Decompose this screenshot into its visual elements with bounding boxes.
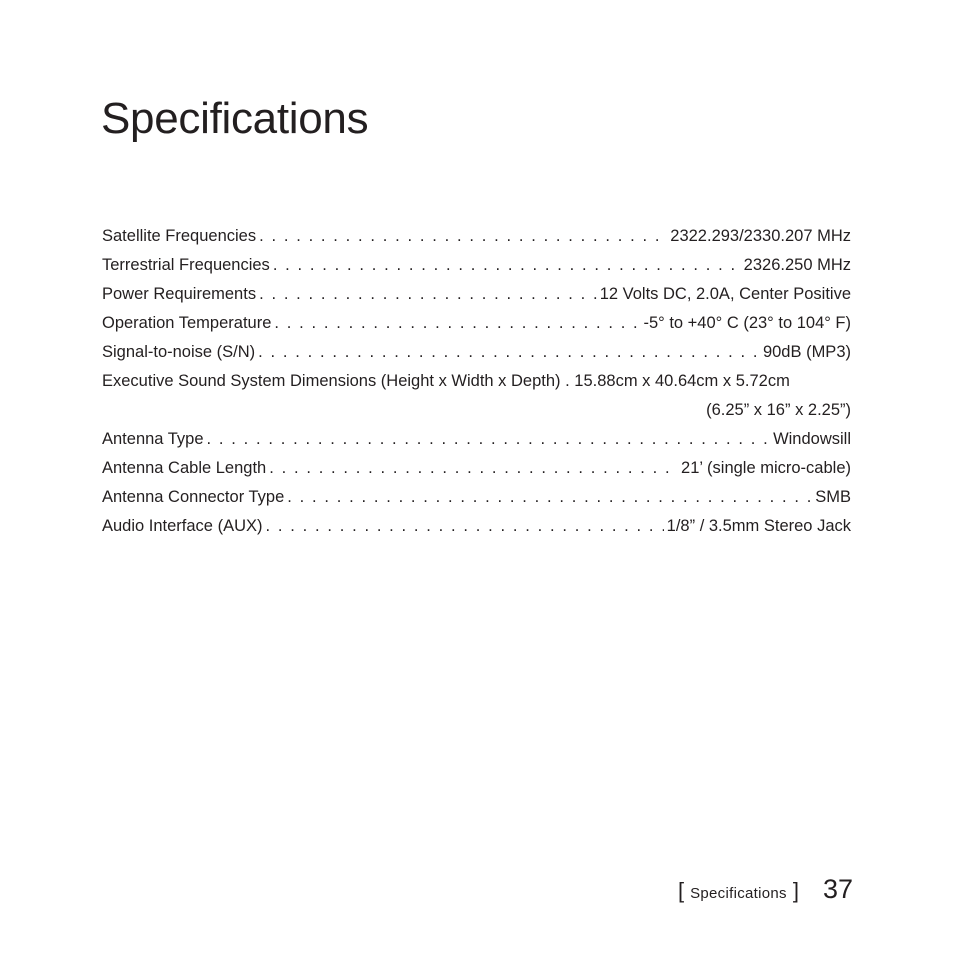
- spec-label: Audio Interface (AUX): [102, 517, 263, 535]
- spec-value: 21’ (single micro-cable): [681, 459, 851, 477]
- spec-label: Antenna Type: [102, 430, 204, 448]
- dot-leader: [207, 425, 771, 454]
- spec-row-antenna-cable-length: [102, 454, 851, 483]
- spec-label: Antenna Cable Length: [102, 459, 267, 477]
- spec-list: [102, 222, 851, 541]
- spec-row-dimensions: [102, 367, 851, 396]
- spec-value: 15.88cm x 40.64cm x 5.72cm: [574, 372, 790, 390]
- spec-row-signal-to-noise: [102, 338, 851, 367]
- page-footer: [678, 874, 853, 905]
- dot-leader: [274, 309, 640, 338]
- spec-row-power-requirements: [102, 280, 851, 309]
- spec-value: 2326.250 MHz: [743, 256, 851, 274]
- dot-leader: [269, 454, 678, 483]
- dot-leader: [259, 280, 597, 309]
- page-number: 37: [822, 874, 853, 904]
- spec-row-audio-interface: [102, 512, 851, 541]
- spec-label: Executive Sound System Dimensions (Height x Width x Depth): [102, 372, 561, 390]
- spec-value: Windowsill: [773, 430, 851, 448]
- spec-row-antenna-connector-type: [102, 483, 851, 512]
- spec-value: 12 Volts DC, 2.0A, Center Positive: [599, 285, 851, 303]
- spec-row-terrestrial-frequencies: [102, 251, 851, 280]
- dot-leader: [273, 251, 741, 280]
- spec-value: -5° to +40° C (23° to 104° F): [643, 314, 851, 332]
- spec-label: Satellite Frequencies: [102, 227, 257, 245]
- dot-leader: [561, 372, 575, 390]
- spec-value: 90dB (MP3): [762, 343, 851, 361]
- spec-label: Antenna Connector Type: [102, 488, 285, 506]
- spec-label: Power Requirements: [102, 285, 257, 303]
- footer-section-label: Specifications: [690, 885, 787, 902]
- dot-leader: [258, 338, 760, 367]
- footer-bracket-open: [: [677, 878, 685, 903]
- spec-value: SMB: [815, 488, 851, 506]
- dot-leader: [287, 483, 812, 512]
- spec-note: (6.25” x 16” x 2.25”): [706, 401, 851, 419]
- spec-row-operation-temperature: [102, 309, 851, 338]
- spec-label: Signal-to-noise (S/N): [102, 343, 256, 361]
- spec-row-dimensions-imperial: [102, 396, 851, 425]
- spec-row-antenna-type: [102, 425, 851, 454]
- footer-bracket-close: ]: [792, 878, 799, 903]
- dot-leader: [266, 512, 664, 541]
- page-title: Specifications: [101, 94, 369, 143]
- dot-leader: [259, 222, 667, 251]
- spec-value: 2322.293/2330.207 MHz: [670, 227, 851, 245]
- spec-value: 1/8” / 3.5mm Stereo Jack: [666, 517, 851, 535]
- spec-row-satellite-frequencies: [102, 222, 851, 251]
- spec-label: Operation Temperature: [102, 314, 272, 332]
- spec-label: Terrestrial Frequencies: [102, 256, 270, 274]
